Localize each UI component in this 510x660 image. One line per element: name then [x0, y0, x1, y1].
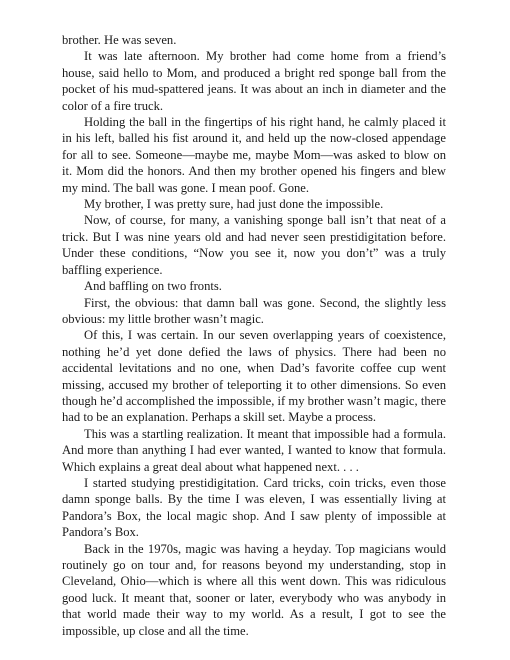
paragraph-10: I started studying prestidigitation. Card tricks, coin tricks, even those damn sponge balls. By the time I was eleven, I was essentially living at Pandora’s Box, the local magic shop. And I saw plenty of impossible at Pandora’s Box.: [62, 475, 446, 540]
paragraph-1: brother. He was seven.: [62, 33, 177, 47]
paragraph-2: It was late afternoon. My brother had come home from a friend’s house, said hello to Mom, and produced a bright red sponge ball from the pocket of his mud-spattered jeans. It was about an inch in diameter and the color of a fire truck.: [62, 49, 446, 113]
paragraph-7: First, the obvious: that damn ball was gone. Second, the slightly less obvious: my little brother wasn’t magic.: [62, 295, 446, 326]
paragraph-5: Now, of course, for many, a vanishing sponge ball isn’t that neat of a trick. But I was nine years old and had never seen prestidigitation before. Under these conditions, “Now you see it, now you don’t” was a truly baffling experience.: [62, 213, 446, 277]
paragraph-9: This was a startling realization. It meant that impossible had a formula. And more than anything I had ever wanted, I wanted to know that formula. Which explains a great deal about what happened next. . . .: [62, 426, 446, 474]
paragraph-6: And baffling on two fronts.: [84, 279, 222, 294]
paragraph-11: Back in the 1970s, magic was having a heyday. Top magicians would routinely go on tour and, for reasons beyond my understanding, stop in Cleveland, Ohio—which is where all this went down. This was ridiculous good luck. It meant that, sooner or later, everybody who was anybody in that world made their way to my world. As a result, I got to see the impossible, up close and all the time.: [62, 541, 446, 638]
paragraph-8: Of this, I was certain. In our seven overlapping years of coexistence, nothing he’d yet done defied the laws of physics. There had been no accidental levitations and no one, when Dad’s favorite coffee cup went missing, accused my brother of teleporting it to other dimensions. So even though he’d accomplished the impossible, if my brother wasn’t magic, there had to be an explanation. Perhaps a skill set. Maybe a process.: [62, 328, 446, 425]
paragraph-4: My brother, I was pretty sure, had just done the impossible.: [84, 197, 384, 212]
book-page: [62, 32, 446, 639]
paragraph-3: Holding the ball in the fingertips of his right hand, he calmly placed it in his left, balled his fist around it, and held up the now-closed appendage for all to see. Someone—maybe me, maybe Mom—was asked to blow on it. Mom did the honors. And then my brother opened his fingers and blew my mind. The ball was gone. I mean poof. Gone.: [62, 115, 446, 195]
